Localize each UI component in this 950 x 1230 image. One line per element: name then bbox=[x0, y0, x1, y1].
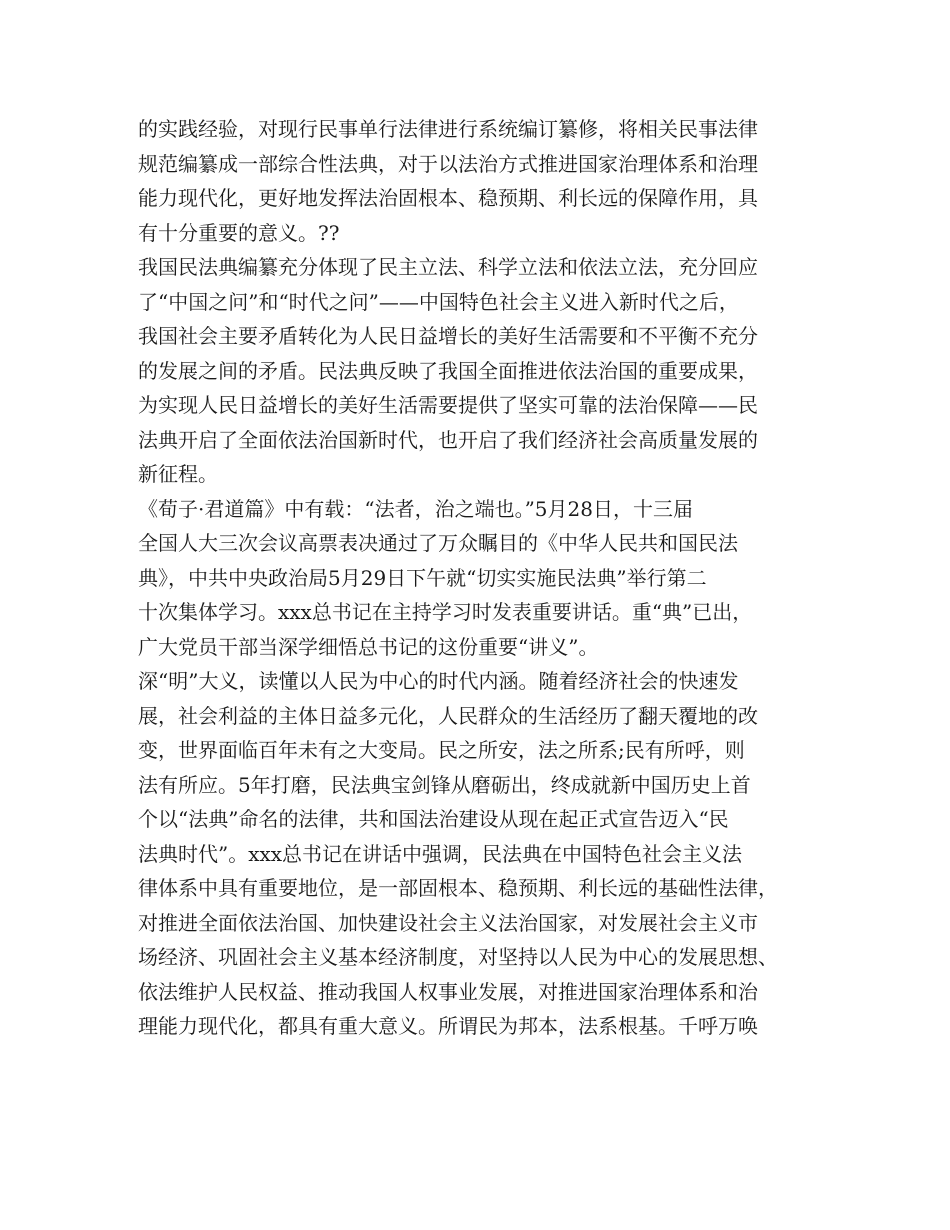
text-line: 能力现代化，更好地发挥法治固根本、稳预期、利长远的保障作用，具 bbox=[138, 186, 758, 210]
text-line: 深“明”大义，读懂以人民为中心的时代内涵。随着经济社会的快速发 bbox=[138, 669, 739, 693]
text-line: 展，社会利益的主体日益多元化，人民群众的生活经历了翻天覆地的改 bbox=[138, 703, 758, 728]
text-line: 有十分重要的意义。?? bbox=[138, 220, 340, 245]
text-line: 场经济、巩固社会主义基本经济制度，对坚持以人民为中心的发展思想、 bbox=[138, 945, 778, 969]
text-line: 对推进全面依法治国、加快建设社会主义法治国家，对发展社会主义市 bbox=[138, 910, 758, 935]
text-line: 理能力现代化，都具有重大意义。所谓民为邦本，法系根基。千呼万唤 bbox=[138, 1014, 758, 1038]
text-line: 规范编纂成一部综合性法典，对于以法治方式推进国家治理体系和治理 bbox=[138, 151, 758, 176]
text-line: 法典时代”。xxx总书记在讲话中强调，民法典在中国特色社会主义法 bbox=[138, 841, 743, 866]
text-line: 十次集体学习。xxx总书记在主持学习时发表重要讲话。重“典”已出， bbox=[138, 600, 753, 624]
text-line: 我国社会主要矛盾转化为人民日益增长的美好生活需要和不平衡不充分 bbox=[138, 324, 758, 348]
document-body bbox=[138, 112, 818, 1044]
text-line: 为实现人民日益增长的美好生活需要提供了坚实可靠的法治保障——民 bbox=[138, 393, 758, 417]
text-line: 依法维护人民权益、推动我国人权事业发展，对推进国家治理体系和治 bbox=[138, 979, 758, 1004]
text-line: 我国民法典编纂充分体现了民主立法、科学立法和依法立法，充分回应 bbox=[138, 255, 758, 279]
text-line: 变，世界面临百年未有之大变局。民之所安，法之所系;民有所呼，则 bbox=[138, 738, 745, 762]
text-line: 的实践经验，对现行民事单行法律进行系统编订纂修，将相关民事法律 bbox=[138, 117, 758, 141]
text-line: 全国人大三次会议高票表决通过了万众瞩目的《中华人民共和国民法 bbox=[138, 531, 738, 555]
text-line: 《荀子·君道篇》中有载：“法者，治之端也。”5月28日，十三届 bbox=[138, 496, 693, 521]
text-line: 广大党员干部当深学细悟总书记的这份重要“讲义”。 bbox=[138, 634, 599, 659]
text-line: 的发展之间的矛盾。民法典反映了我国全面推进依法治国的重要成果， bbox=[138, 358, 758, 383]
text-line: 了“中国之问”和“时代之问”——中国特色社会主义进入新时代之后， bbox=[138, 289, 739, 314]
text-line: 典》，中共中央政治局5月29日下午就“切实实施民法典”举行第二 bbox=[138, 565, 707, 590]
text-line: 新征程。 bbox=[138, 462, 218, 486]
text-line: 个以“法典”命名的法律，共和国法治建设从现在起正式宣告迈入“民 bbox=[138, 807, 729, 831]
text-line: 律体系中具有重要地位，是一部固根本、稳预期、利长远的基础性法律， bbox=[138, 876, 778, 900]
text-line: 法有所应。5年打磨，民法典宝剑锋从磨砺出，终成就新中国历史上首 bbox=[138, 772, 751, 797]
text-line: 法典开启了全面依法治国新时代，也开启了我们经济社会高质量发展的 bbox=[138, 427, 758, 452]
